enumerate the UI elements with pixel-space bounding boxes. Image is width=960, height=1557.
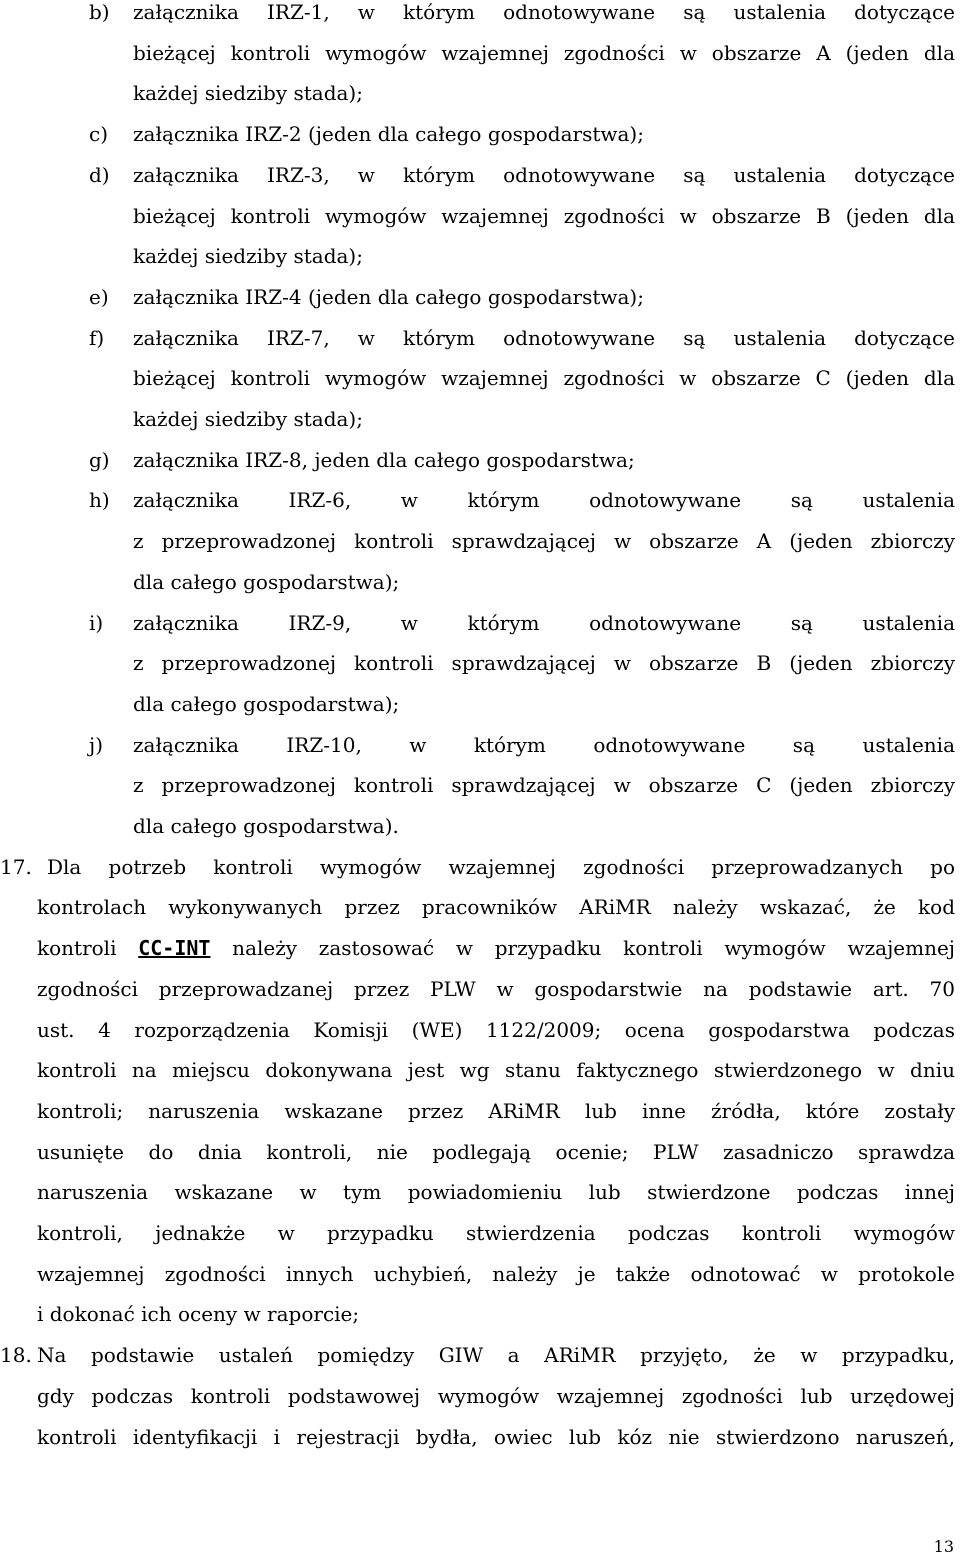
list-item-line: z przeprowadzonej kontroli sprawdzającej w obszarze B (jeden zbiorczy	[133, 651, 955, 676]
list-item-line: każdej siedziby stada);	[133, 407, 363, 431]
paragraph-line: gdy podczas kontroli podstawowej wymogów wzajemnej zgodności lub urzędowej	[37, 1383, 955, 1408]
paragraph-line: i dokonać ich oceny w raporcie;	[37, 1302, 360, 1327]
list-item-line: załącznika IRZ-10, w którym odnotowywane są ustalenia	[133, 732, 955, 757]
list-item-label: c)	[89, 122, 109, 147]
page-number: 13	[933, 1537, 954, 1556]
list-item-line: załącznika IRZ-7, w którym odnotowywane są ustalenia dotyczące	[133, 325, 955, 350]
list-item-label: b)	[89, 0, 110, 24]
list-item-label: i)	[89, 610, 104, 635]
list-item-label: g)	[89, 447, 110, 472]
list-item-line: załącznika IRZ-9, w którym odnotowywane są ustalenia	[133, 610, 955, 635]
control-code: CC-INT	[138, 936, 211, 961]
list-item-label: j)	[89, 732, 104, 757]
paragraph-line: Dla potrzeb kontroli wymogów wzajemnej zgodności przeprowadzanych po	[47, 854, 955, 879]
list-item-line: załącznika IRZ-1, w którym odnotowywane są ustalenia dotyczące	[133, 0, 955, 24]
list-item-line: dla całego gospodarstwa).	[133, 814, 399, 838]
list-item-line: załącznika IRZ-4 (jeden dla całego gospodarstwa);	[133, 284, 644, 309]
paragraph-number: 18.	[0, 1343, 32, 1368]
list-item-label: e)	[89, 284, 109, 309]
paragraph-line: kontroli na miejscu dokonywana jest wg stanu faktycznego stwierdzonego w dniu	[37, 1058, 955, 1083]
list-item-line: załącznika IRZ-8, jeden dla całego gospodarstwa;	[133, 447, 635, 472]
paragraph-line	[37, 936, 955, 960]
list-item-line: załącznika IRZ-6, w którym odnotowywane są ustalenia	[133, 488, 955, 513]
paragraph-line: ust. 4 rozporządzenia Komisji (WE) 1122/2009; ocena gospodarstwa podczas	[37, 1017, 955, 1042]
paragraph-line: kontroli, jednakże w przypadku stwierdzenia podczas kontroli wymogów	[37, 1221, 955, 1245]
list-item-line: bieżącej kontroli wymogów wzajemnej zgodności w obszarze B (jeden dla	[133, 203, 955, 228]
list-item-line: z przeprowadzonej kontroli sprawdzającej w obszarze A (jeden zbiorczy	[133, 529, 955, 554]
list-item-line: bieżącej kontroli wymogów wzajemnej zgodności w obszarze C (jeden dla	[133, 366, 955, 391]
paragraph-line: Na podstawie ustaleń pomiędzy GIW a ARiMR przyjęto, że w przypadku,	[37, 1343, 955, 1368]
paragraph-line: usunięte do dnia kontroli, nie podlegają ocenie; PLW zasadniczo sprawdza	[37, 1139, 955, 1164]
list-item-line: każdej siedziby stada);	[133, 81, 363, 106]
paragraph-line: kontroli; naruszenia wskazane przez ARiMR lub inne źródła, które zostały	[37, 1098, 955, 1123]
line-text: kontroli	[37, 936, 139, 961]
paragraph-line: kontroli identyfikacji i rejestracji bydła, owiec lub kóz nie stwierdzono naruszeń,	[37, 1424, 955, 1449]
paragraph-line: zgodności przeprowadzanej przez PLW w gospodarstwie na podstawie art. 70	[37, 976, 955, 1001]
paragraph-line: kontrolach wykonywanych przez pracowników ARiMR należy wskazać, że kod	[37, 895, 955, 920]
list-item-label: h)	[89, 488, 110, 513]
paragraph-line: wzajemnej zgodności innych uchybień, należy je także odnotować w protokole	[37, 1261, 955, 1286]
paragraph-number: 17.	[0, 854, 32, 879]
paragraph-line: naruszenia wskazane w tym powiadomieniu lub stwierdzone podczas innej	[37, 1180, 955, 1205]
list-item-line: każdej siedziby stada);	[133, 244, 363, 269]
list-item-label: f)	[89, 325, 105, 350]
list-item-line: dla całego gospodarstwa);	[133, 569, 400, 594]
list-item-line: dla całego gospodarstwa);	[133, 691, 400, 716]
list-item-line: z przeprowadzonej kontroli sprawdzającej w obszarze C (jeden zbiorczy	[133, 773, 955, 798]
list-item-label: d)	[89, 162, 110, 187]
line-text: należy zastosować w przypadku kontroli wymogów wzajemnej	[210, 936, 955, 961]
list-item-line: załącznika IRZ-2 (jeden dla całego gospodarstwa);	[133, 122, 644, 147]
list-item-line: załącznika IRZ-3, w którym odnotowywane są ustalenia dotyczące	[133, 162, 955, 187]
list-item-line: bieżącej kontroli wymogów wzajemnej zgodności w obszarze A (jeden dla	[133, 40, 955, 65]
